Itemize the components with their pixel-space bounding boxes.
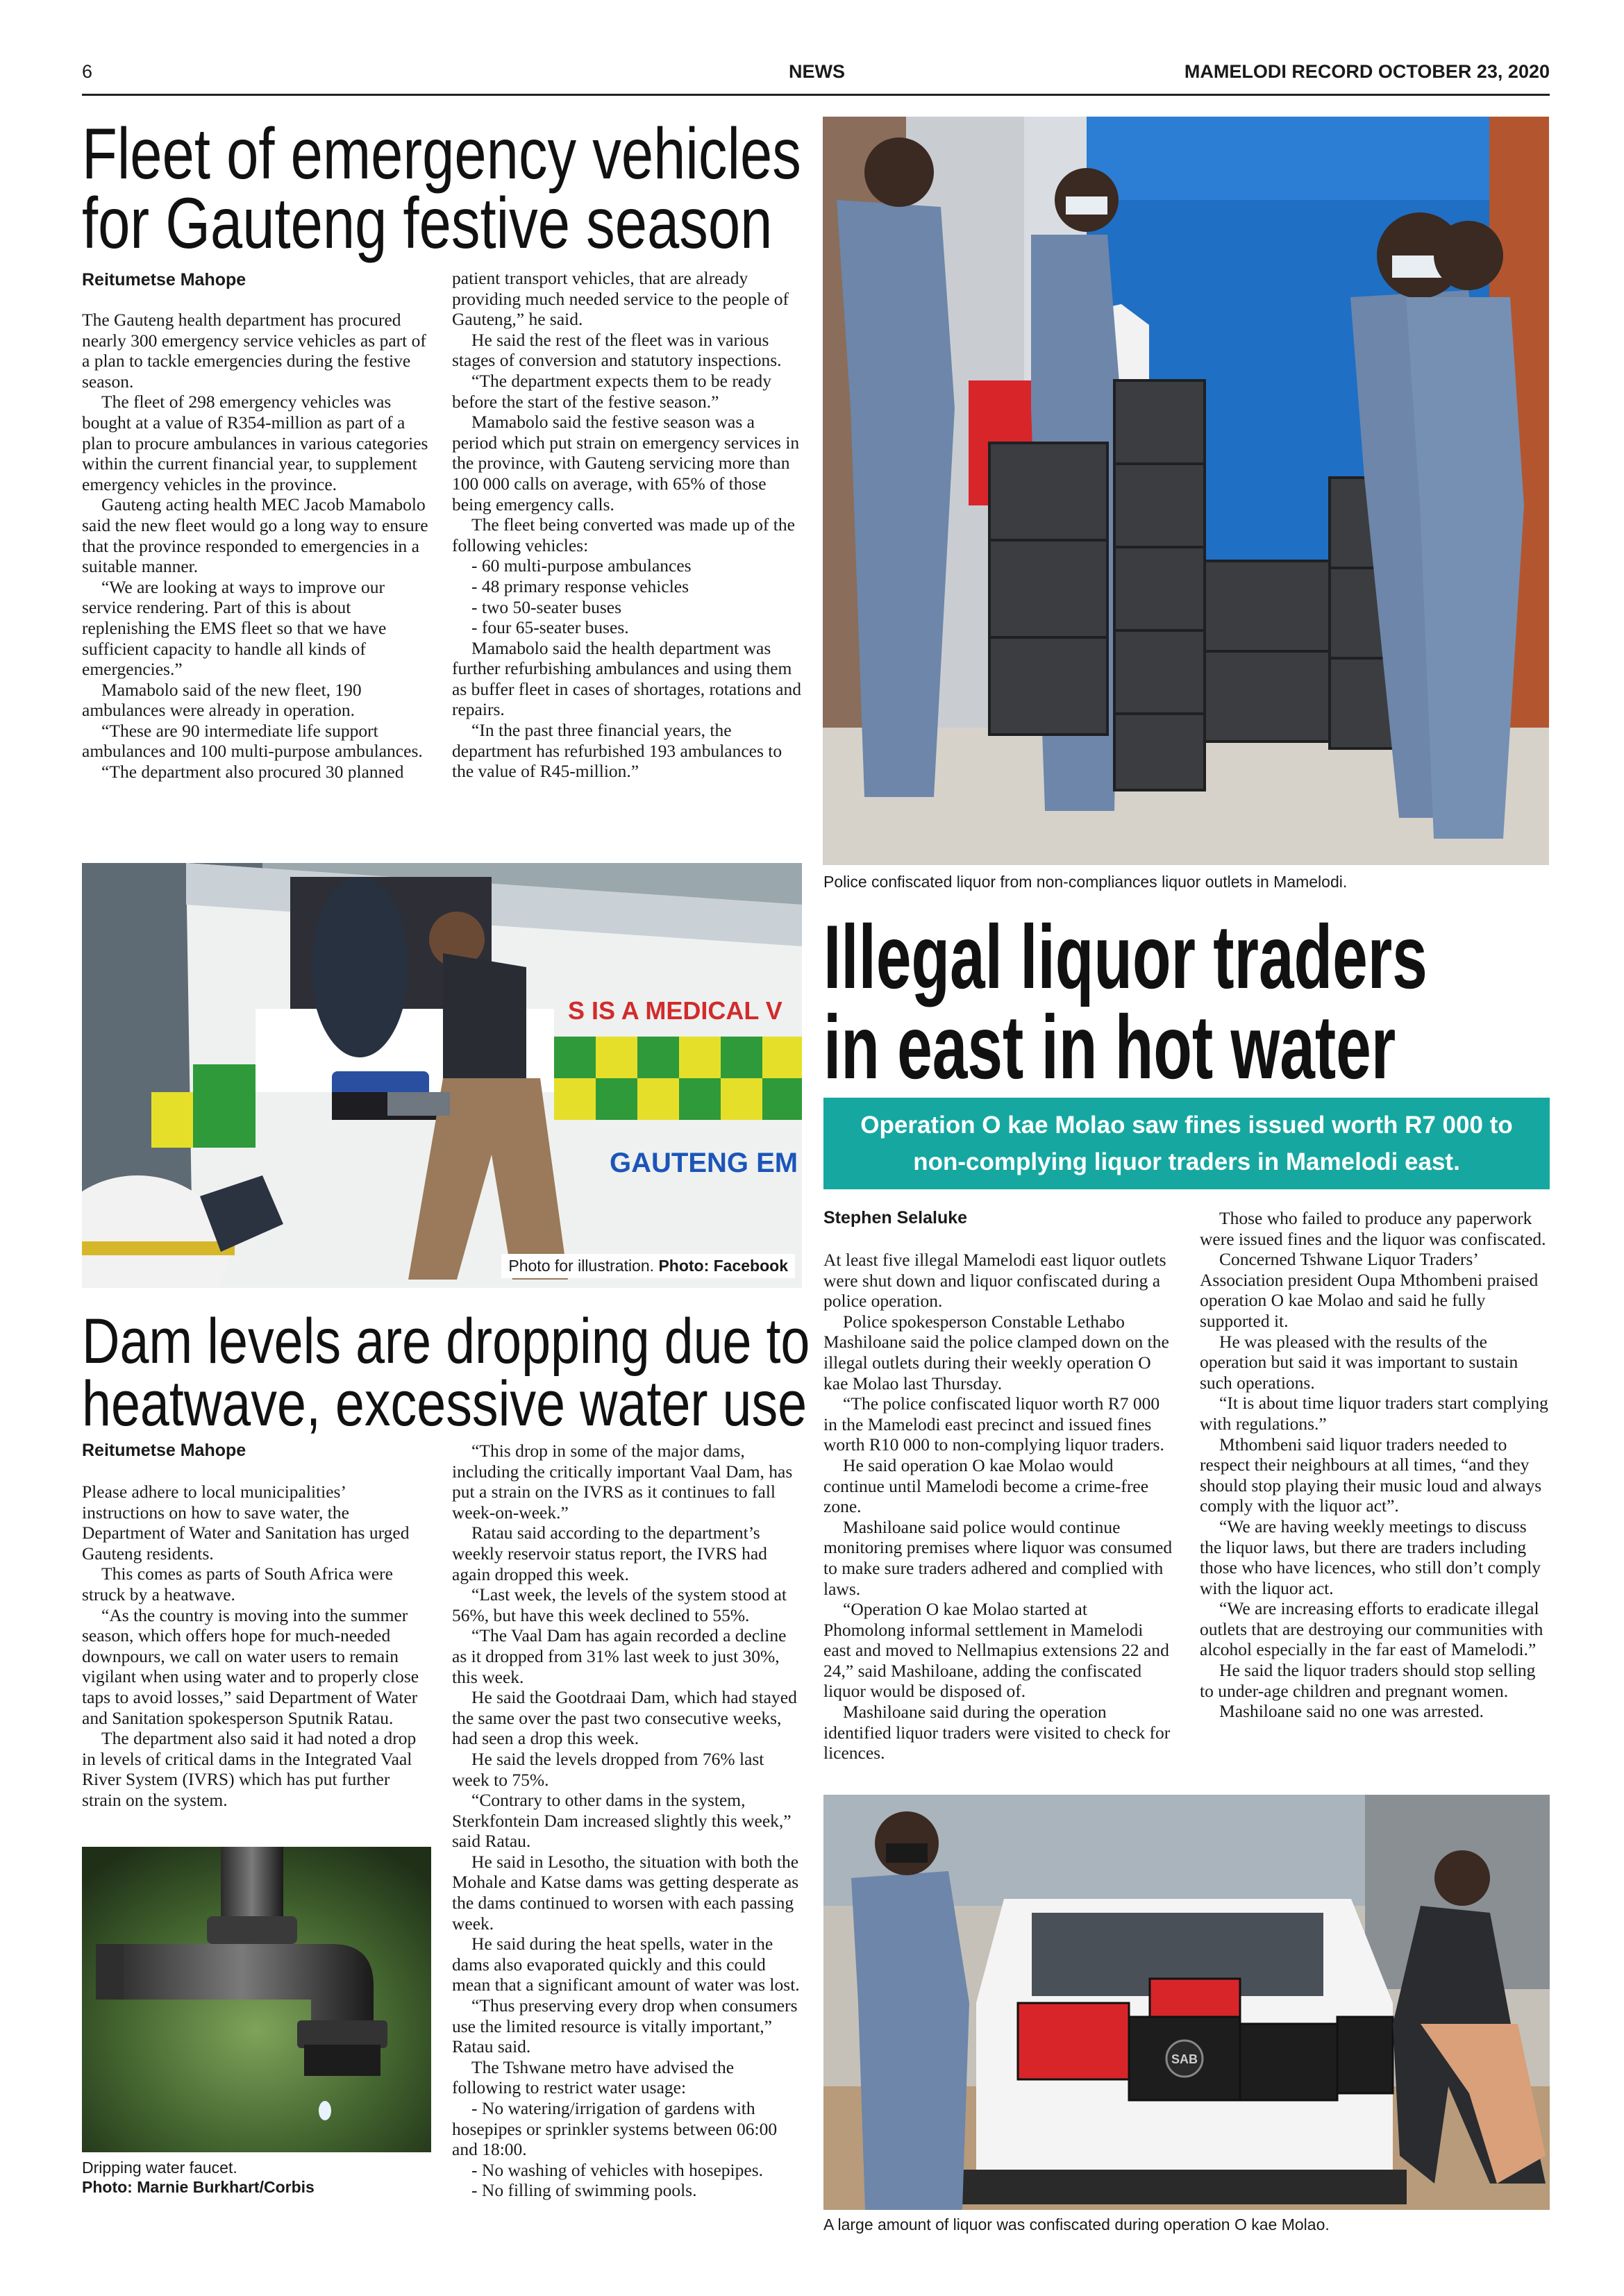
ambulance-photo	[82, 863, 802, 1288]
paragraph: At least five illegal Mamelodi east liquor outlets were shut down and liquor confiscated during a police operation.	[823, 1250, 1166, 1312]
paragraph: Mashiloane said during the operation identified liquor traders were visited to check for licences.	[823, 1702, 1171, 1763]
paragraph: Ratau said according to the department’s weekly reservoir status report, the IVRS had again dropped this week.	[452, 1523, 767, 1584]
publication-dateline: MAMELODI RECORD OCTOBER 23, 2020	[1184, 61, 1550, 82]
paragraph: “We are increasing efforts to eradicate illegal outlets that are destroying our communities with alcohol especially in the far east of Mamelodi.”	[1200, 1598, 1543, 1660]
paragraph: The department also said it had noted a drop in levels of critical dams in the Integrated Vaal River System (IVRS) which has put further strain on the system.	[82, 1728, 417, 1810]
paragraph: “These are 90 intermediate life support ambulances and 100 multi-purpose ambulances.	[82, 720, 423, 762]
paragraph: “It is about time liquor traders start complying with regulations.”	[1200, 1393, 1548, 1434]
paragraph: Mthombeni said liquor traders needed to respect their neighbours at all times, “and they should stop playing their music loud and always comply with the liquor act”.	[1200, 1434, 1542, 1516]
paragraph: “Operation O kae Molao started at Phomolong informal settlement in Mamelodi east and moved to Nellmapius extensions 22 and 24,” said Mashiloane, adding the confiscated liquor would be disposed of.	[823, 1599, 1169, 1702]
paragraph: “We are having weekly meetings to discuss the liquor laws, but there are traders including those who have licences, who still don’t comply with the liquor act.	[1200, 1516, 1541, 1598]
paragraph: Mashiloane said no one was arrested.	[1219, 1701, 1484, 1722]
article3-column-2	[1200, 1208, 1549, 1722]
paragraph: The fleet being converted was made up of the following vehicles:	[452, 514, 795, 555]
paragraph: Gauteng acting health MEC Jacob Mamabolo said the new fleet would go a long way to ensure that the province responded to emergencies in a suitable manner.	[82, 494, 428, 577]
paragraph: - No washing of vehicles with hosepipes.	[471, 2159, 764, 2180]
paragraph: “Thus preserving every drop when consumers use the limited resource is vitally important,” Ratau said.	[452, 1995, 798, 2057]
article1-byline: Reitumetse Mahope	[82, 270, 246, 290]
article1-headline-line1: Fleet of emergency vehicles	[82, 114, 801, 194]
paragraph: Mamabolo said of the new fleet, 190 ambulances were already in operation.	[82, 679, 362, 721]
paragraph: He said during the heat spells, water in the dams also evaporated quickly and this could mean that a significant amount of water was lost.	[452, 1934, 800, 1995]
paragraph: The Gauteng health department has procured nearly 300 emergency service vehicles as part of a plan to tackle emergencies during the festive season.	[82, 310, 426, 392]
page-number: 6	[82, 61, 93, 82]
ambulance-lettering-top: S IS A MEDICAL V	[568, 996, 782, 1025]
paragraph: He said the levels dropped from 76% last week to 75%.	[452, 1748, 764, 1790]
article3-column-1	[823, 1250, 1173, 1763]
paragraph: “The Vaal Dam has again recorded a decline as it dropped from 31% last week to just 30%, this week.	[452, 1625, 787, 1687]
paragraph: “We are looking at ways to improve our service rendering. Part of this is about replenishing the EMS fleet so that we have sufficient capacity to handle all kinds of emergencies.”	[82, 576, 387, 680]
paragraph: - 48 primary response vehicles	[471, 576, 689, 596]
article3-headline-line2: in east in hot water	[823, 996, 1396, 1098]
paragraph: He was pleased with the results of the operation but said it was important to sustain such operations.	[1200, 1331, 1518, 1393]
paragraph: He said the rest of the fleet was in various stages of conversion and statutory inspections.	[452, 329, 782, 371]
bakkie-photo-caption: A large amount of liquor was confiscated during operation O kae Molao.	[823, 2215, 1330, 2234]
paragraph: He said in Lesotho, the situation with both the Mohale and Katse dams was getting desperate as the dams continued to worsen with each passing week.	[452, 1851, 799, 1934]
bakkie-liquor-photo	[823, 1795, 1550, 2210]
paragraph: - two 50-seater buses	[471, 596, 622, 617]
faucet-photo	[82, 1847, 431, 2152]
article3-byline: Stephen Selaluke	[823, 1208, 968, 1227]
paragraph: He said operation O kae Molao would continue until Mamelodi become a crime-free zone.	[823, 1455, 1149, 1517]
paragraph: The Tshwane metro have advised the following to restrict water usage:	[452, 2056, 735, 2098]
article3-deck: Operation O kae Molao saw fines issued worth R7 000 to non-complying liquor traders in Mamelodi east.	[823, 1098, 1550, 1189]
paragraph: “The department expects them to be ready before the start of the festive season.”	[452, 370, 771, 412]
paragraph: The fleet of 298 emergency vehicles was bought at a value of R354-million as part of a plan to procure ambulances in various categories within the current financial year, to supplement emergency vehicles in the province.	[82, 392, 428, 494]
paragraph: “This drop in some of the major dams, including the critically important Vaal Dam, has put a strain on the IVRS as it continues to fall week-on-week.”	[452, 1441, 793, 1523]
paragraph: Police spokesperson Constable Lethabo Mashiloane said the police clamped down on the illegal outlets during their weekly operation O kae Molao last Thursday.	[823, 1311, 1169, 1393]
article2-headline-line2: heatwave, excessive water use	[82, 1368, 807, 1439]
header-rule	[82, 94, 1550, 96]
faucet-photo-caption: Dripping water faucet. Photo: Marnie Burkhart/Corbis	[82, 2159, 315, 2196]
paragraph: - 60 multi-purpose ambulances	[471, 555, 692, 576]
paragraph: Mashiloane said police would continue monitoring premises where liquor was consumed to make sure traders adhered and complied with laws.	[823, 1516, 1173, 1599]
article3-headline-line1: Illegal liquor traders	[823, 906, 1428, 1007]
crate-logo: SAB	[1171, 2052, 1198, 2066]
article1-column-2	[452, 268, 801, 782]
paragraph: - four 65-seater buses.	[471, 617, 629, 638]
article1-headline-line2: for Gauteng festive season	[82, 183, 773, 264]
paragraph: “The department also procured 30 planned	[101, 762, 404, 782]
article2-column-1	[82, 1482, 431, 1811]
paragraph: He said the Gootdraai Dam, which had stayed the same over the past two consecutive weeks, had seen a drop this week.	[452, 1687, 797, 1749]
paragraph: This comes as parts of South Africa were struck by a heatwave.	[82, 1564, 393, 1604]
paragraph: Mamabolo said the health department was further refurbishing ambulances and using them as buffer fleet in cases of shortages, rotations and repairs.	[452, 637, 801, 720]
liquor-confiscation-photo	[823, 117, 1549, 865]
ambulance-photo-caption: Photo for illustration. Photo: Facebook	[501, 1254, 795, 1278]
article2-column-2	[452, 1441, 801, 2201]
paragraph: Those who failed to produce any paperwork were issued fines and the liquor was confiscated.	[1200, 1208, 1546, 1249]
paragraph: Concerned Tshwane Liquor Traders’ Association president Oupa Mthombeni praised operation O kae Molao and said he fully supported it.	[1200, 1249, 1539, 1331]
paragraph: He said the liquor traders should stop selling to under-age children and pregnant women.	[1200, 1660, 1536, 1701]
paragraph: “The police confiscated liquor worth R7 000 in the Mamelodi east precinct and issued fines worth R10 000 to non-complying liquor traders.	[823, 1393, 1164, 1455]
paragraph: “Contrary to other dams in the system, Sterkfontein Dam increased slightly this week,” said Ratau.	[452, 1790, 792, 1852]
paragraph: “As the country is moving into the summer season, which offers hope for much-needed downpours, we call on water users to remain vigilant when using water and to properly close taps to avoid losses,” said Department of Water and Sanitation spokesperson Sputnik Ratau.	[82, 1604, 419, 1728]
paragraph: Mamabolo said the festive season was a period which put strain on emergency services in the province, with Gauteng servicing more than 100 000 calls on average, with 65% of those being emergency calls.	[452, 412, 800, 514]
paragraph: “In the past three financial years, the department has refurbished 193 ambulances to the value of R45-million.”	[452, 720, 782, 782]
ambulance-lettering-bottom: GAUTENG EM	[610, 1148, 798, 1178]
paragraph: - No watering/irrigation of gardens with hosepipes or sprinkler systems between 06:00 and 18:00.	[452, 2098, 778, 2160]
liquor-photo-caption: Police confiscated liquor from non-compliances liquor outlets in Mamelodi.	[823, 873, 1348, 891]
paragraph: - No filling of swimming pools.	[471, 2180, 697, 2201]
paragraph: Please adhere to local municipalities’ instructions on how to save water, the Department of Water and Sanitation has urged Gauteng residents.	[82, 1482, 410, 1564]
article2-headline-line1: Dam levels are dropping due to	[82, 1306, 810, 1377]
paragraph: “Last week, the levels of the system stood at 56%, but have this week declined to 55%.	[452, 1584, 787, 1625]
section-label: NEWS	[789, 61, 845, 82]
article2-byline: Reitumetse Mahope	[82, 1441, 246, 1460]
article1-column-1	[82, 310, 431, 782]
paragraph: patient transport vehicles, that are already providing much needed service to the people of Gauteng,” he said.	[452, 268, 789, 330]
